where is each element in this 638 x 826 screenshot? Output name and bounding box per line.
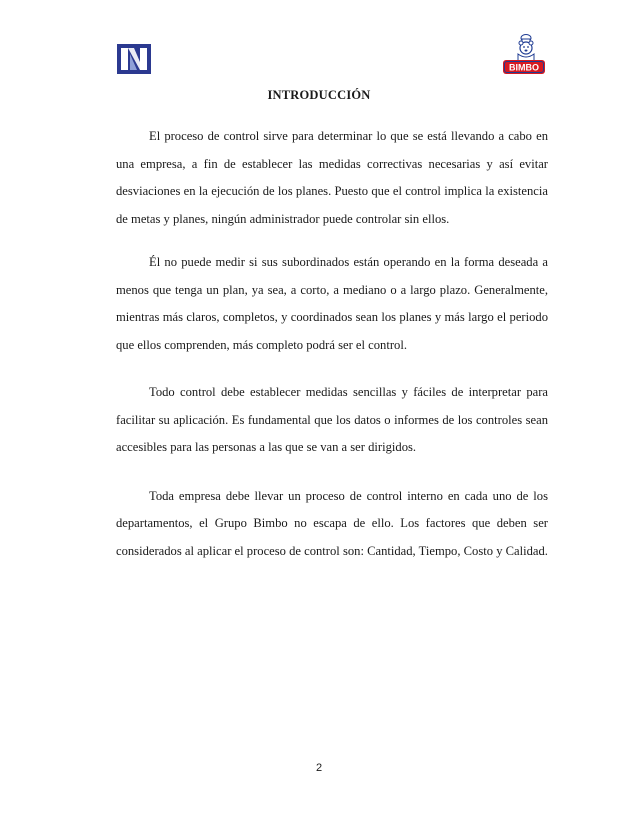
paragraph-4: Toda empresa debe llevar un proceso de control interno en cada uno de los departamentos, el Grupo Bimbo no escapa de ello. Los factores que deben ser considerados al aplicar el proceso de control son: Cantidad, Tiempo, Costo y Calidad. [116, 488, 548, 558]
page-title: INTRODUCCIÓN [267, 88, 371, 102]
bimbo-logo-text: BIMBO [509, 62, 539, 73]
page-number: 2 [315, 762, 323, 774]
bimbo-bear-logo-icon [500, 33, 548, 77]
document-body [116, 123, 548, 585]
institution-logo-icon [117, 44, 151, 74]
paragraph-1: El proceso de control sirve para determinar lo que se está llevando a cabo en una empresa, a fin de establecer las medidas correctivas necesarias y así evitar desviaciones en la ejecución de los planes. Puesto que el control implica la existencia de metas y planes, ningún administrador puede controlar sin ellos. [116, 129, 548, 226]
paragraph-3: Todo control debe establecer medidas sencillas y fáciles de interpretar para facilitar su aplicación. Es fundamental que los datos o informes de los controles sean accesibles para las personas a las que se van a ser dirigidos. [116, 385, 548, 454]
paragraph-2: Él no puede medir si sus subordinados están operando en la forma deseada a menos que tenga un plan, ya sea, a corto, a mediano o a largo plazo. Generalmente, mientras más claros, completos, y coordinados sean los planes y más largo el periodo que ellos comprenden, más completo podrá ser el control. [116, 255, 548, 352]
